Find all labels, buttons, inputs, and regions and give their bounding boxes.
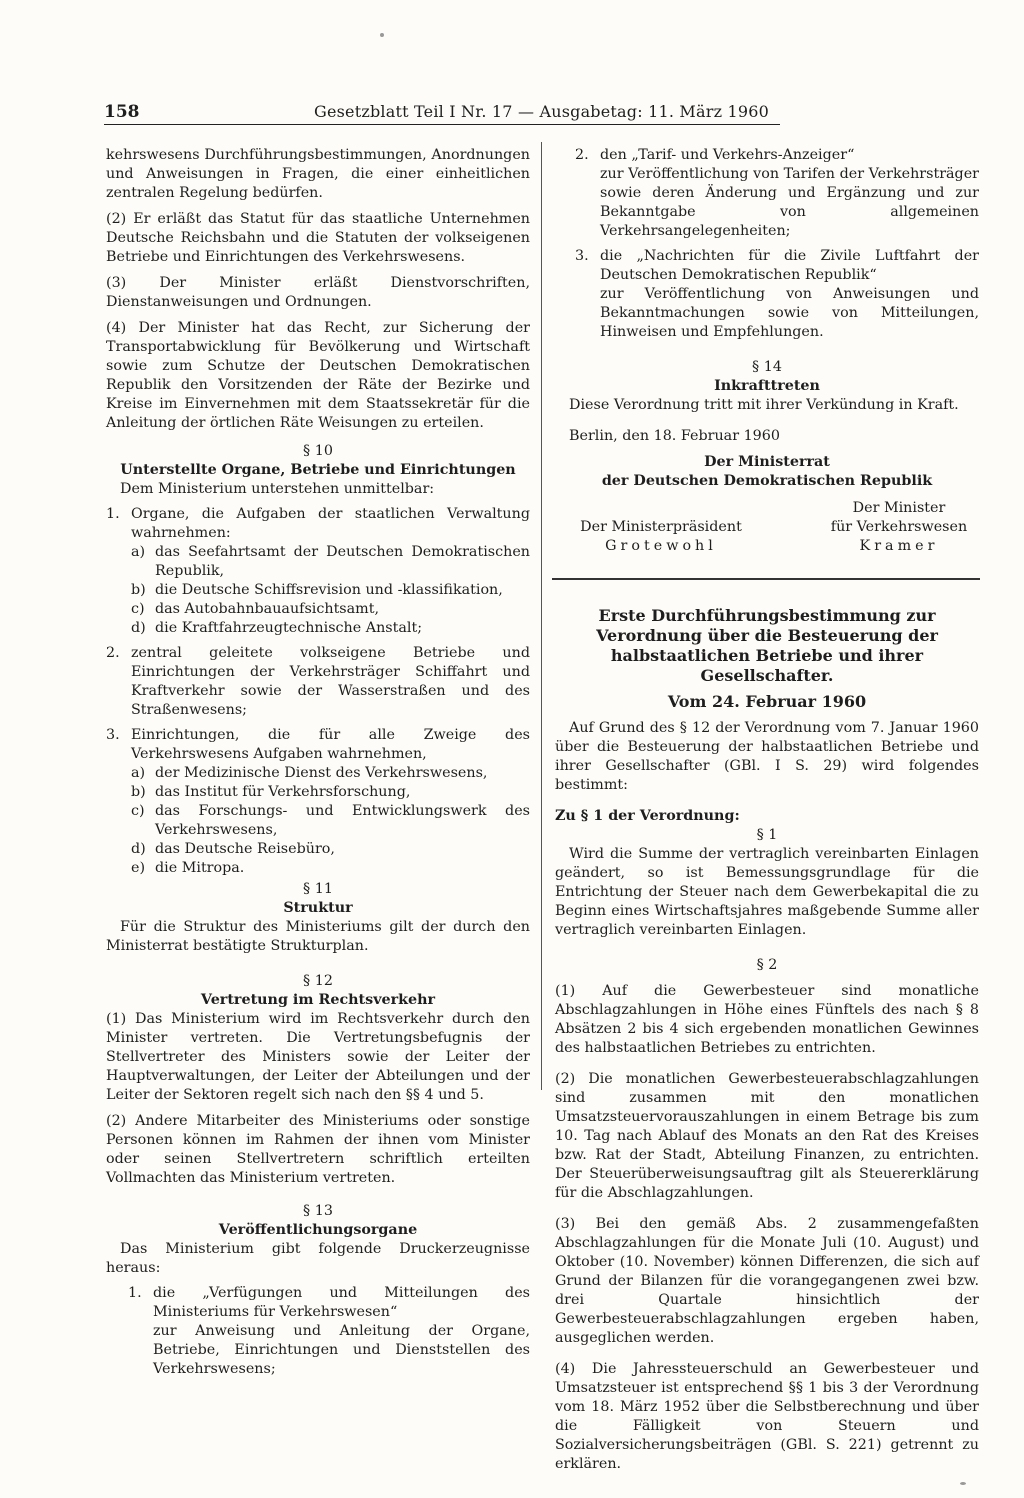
signer-left-role: Der Ministerpräsident	[580, 519, 742, 535]
section-12-paragraph-2: (2) Andere Mitarbeiter des Ministeriums oder sonstige Personen können im Rahmen der ihnen vom Minister oder seinen Stellvertretern schriftlich erteilten Vollmachten das Ministerium vertreten.	[106, 1113, 530, 1186]
list-text: den „Tarif- und Verkehrs-Anzeiger“	[600, 147, 855, 163]
sub-item-text: das Forschungs- und Entwicklungswerk des Verkehrswesens,	[155, 803, 530, 838]
page-number: 158	[104, 102, 140, 122]
regulation-date: Vom 24. Februar 1960	[667, 692, 867, 711]
print-speck	[960, 1482, 966, 1485]
section-12-paragraph-1: (1) Das Ministerium wird im Rechtsverkehr durch den Minister vertreten. Die Vertretungsbefugnis der Stellvertreter des Ministers sowie der Leiter der Hauptverwaltungen, der Leiter der Abteilungen und der Leiter der Sektoren regelt sich nach den §§ 4 und 5.	[106, 1011, 530, 1103]
signer-right-name: Kramer	[859, 538, 939, 554]
sub-item: b) die Deutsche Schiffsrevision und -klassifikation,	[131, 581, 530, 600]
list-text: Einrichtungen, die für alle Zweige des Verkehrswesens Aufgaben wahrnehmen,	[131, 727, 530, 762]
section-14-number: § 14	[752, 359, 782, 375]
list-description: zur Anweisung und Anleitung der Organe, Betriebe, Einrichtungen und Dienststellen des Verkehrswesens;	[153, 1323, 530, 1377]
list-item	[106, 1284, 530, 1379]
sub-item: e) die Mitropa.	[131, 859, 530, 878]
sub-item-text: der Medizinische Dienst des Verkehrswesens,	[155, 765, 488, 781]
paragraph-2: (2) Er erläßt das Statut für das staatliche Unternehmen Deutsche Reichsbahn und die Statuten der volkseigenen Betriebe und Einrichtungen des Verkehrswesens.	[106, 211, 530, 265]
sub-item-text: das Seefahrtsamt der Deutschen Demokratischen Republik,	[155, 544, 530, 579]
impl-section-2-number: § 2	[756, 957, 778, 973]
impl-section-2-paragraph-4: (4) Die Jahressteuerschuld an Gewerbesteuer und Umsatzsteuer ist entsprechend §§ 1 bis 3 der Verordnung vom 18. März 1952 über die Selbstberechnung und über die Fälligkeit von Steuern und Sozialversicherungsbeiträgen (GBl. S. 221) getrennt zu erklären.	[555, 1361, 979, 1472]
section-12-title: Vertretung im Rechtsverkehr	[200, 992, 436, 1008]
sub-item-text: die Deutsche Schiffsrevision und -klassifikation,	[155, 582, 503, 598]
signer-right-role-1: Der Minister	[852, 500, 946, 516]
header-title: Gesetzblatt Teil I Nr. 17 — Ausgabetag: 11. März 1960	[314, 102, 770, 121]
list-number: 1.	[128, 1285, 142, 1301]
sub-item: b) das Institut für Verkehrsforschung,	[131, 783, 530, 802]
sub-item-text: das Autobahnbauaufsichtsamt,	[155, 601, 380, 617]
section-10-intro: Dem Ministerium unterstehen unmittelbar:	[120, 481, 435, 497]
list-item	[555, 146, 979, 241]
list-description: zur Veröffentlichung von Tarifen der Verkehrsträger sowie deren Änderung und Ergänzung und zur Bekanntgabe von allgemeinen Verkehrsangelegenheiten;	[600, 166, 979, 239]
regulation-intro: Auf Grund des § 12 der Verordnung vom 7. Januar 1960 über die Besteuerung der halbstaatlichen Betriebe und ihrer Gesellschafter (GBl. I S. 29) wird folgendes bestimmt:	[555, 720, 979, 793]
list-number: 3.	[575, 248, 589, 264]
council-line-1: Der Ministerrat	[704, 454, 830, 470]
place-date: Berlin, den 18. Februar 1960	[569, 428, 780, 444]
list-text: zentral geleitete volkseigene Betriebe und Einrichtungen der Verkehrsträger Schiffahrt und Kraftverkehr sowie der Wasserstraßen und des Straßenwesens;	[131, 645, 530, 718]
list-number: 1.	[106, 506, 120, 522]
section-10-number: § 10	[303, 443, 333, 459]
section-12-number: § 12	[303, 973, 333, 989]
list-item	[555, 247, 979, 342]
paragraph-continued: kehrswesens Durchführungsbestimmungen, Anordnungen und Anweisungen in Fragen, die einer einheitlichen zentralen Regelung bedürfen.	[106, 147, 530, 201]
list-item	[106, 505, 530, 638]
section-separator	[552, 578, 980, 580]
list-item	[106, 726, 530, 878]
list-description: zur Veröffentlichung von Anweisungen und Bekanntmachungen sowie von Mitteilungen, Hinweisen und Empfehlungen.	[600, 286, 979, 340]
sub-item-text: die Mitropa.	[155, 860, 245, 876]
sub-item: a) das Seefahrtsamt der Deutschen Demokratischen Republik,	[131, 544, 530, 579]
council-line-2: der Deutschen Demokratischen Republik	[601, 473, 933, 489]
sub-item: a) der Medizinische Dienst des Verkehrswesens,	[131, 764, 530, 783]
list-number: 2.	[106, 645, 120, 661]
impl-section-2-paragraph-2: (2) Die monatlichen Gewerbesteuerabschlagzahlungen sind zusammen mit den monatlichen Umsatzsteuervorauszahlungen in einem Betrage bis zum 10. Tag nach Ablauf des Monats an den Rat des Kreises bzw. Rat der Stadt, Abteilung Finanzen, zu entrichten. Der Steuerüberweisungsauftrag gilt als Steuererklärung für die Abschlagzahlungen.	[555, 1071, 979, 1201]
paragraph-4: (4) Der Minister hat das Recht, zur Sicherung der Transportabwicklung für Bevölkerung und Wirtschaft sowie zum Schutze der Deutschen Demokratischen Republik den Vorsitzenden der Räte der Bezirke und Kreise im Einvernehmen mit dem Staatssekretär für die Anleitung der örtlichen Räte Weisungen zu erteilen.	[106, 320, 530, 431]
column-divider	[541, 142, 542, 1090]
section-13-number: § 13	[303, 1203, 333, 1219]
regulation-title: Erste Durchführungsbestimmung zur Verordnung über die Besteuerung der halbstaatlichen Betriebe und ihrer Gesellschafter.	[596, 606, 938, 685]
section-11-text: Für die Struktur des Ministeriums gilt der durch den Ministerrat bestätigte Strukturplan.	[106, 919, 530, 954]
right-column	[555, 146, 979, 1474]
sub-item: d) die Kraftfahrzeugtechnische Anstalt;	[131, 619, 530, 638]
impl-section-1-text: Wird die Summe der vertraglich vereinbarten Einlagen geändert, so ist Bemessungsgrundlage für die Entrichtung der Steuer nach dem Gewerbekapital die zu Beginn eines Wirtschaftsjahres maßgebende Summe aller vertraglich vereinbarten Einlagen.	[555, 846, 979, 938]
list-number: 2.	[575, 147, 589, 163]
sub-item-text: das Institut für Verkehrsforschung,	[155, 784, 411, 800]
left-column	[106, 146, 530, 1379]
section-13-title: Veröffentlichungsorgane	[218, 1222, 418, 1238]
list-number: 3.	[106, 727, 120, 743]
impl-section-2-paragraph-3: (3) Bei den gemäß Abs. 2 zusammengefaßten Abschlagzahlungen für die Monate Juli (10. August) und Oktober (10. November) können Differenzen, die sich auf Grund der Bilanzen für die vorangegangenen zwei bzw. drei Quartale hinsichtlich der Gewerbesteuerabschlagzahlungen ergeben haben, ausgeglichen werden.	[555, 1216, 979, 1346]
section-14-title: Inkrafttreten	[714, 378, 820, 394]
paragraph-3: (3) Der Minister erläßt Dienstvorschriften, Dienstanweisungen und Ordnungen.	[106, 275, 530, 310]
print-speck	[380, 33, 384, 37]
impl-section-1-number: § 1	[756, 827, 778, 843]
sub-item-text: das Deutsche Reisebüro,	[155, 841, 335, 857]
sub-item: c) das Autobahnbauaufsichtsamt,	[131, 600, 530, 619]
zu-section-heading: Zu § 1 der Verordnung:	[555, 808, 740, 824]
list-text: Organe, die Aufgaben der staatlichen Verwaltung wahrnehmen:	[131, 506, 530, 541]
impl-section-2-paragraph-1: (1) Auf die Gewerbesteuer sind monatliche Abschlagzahlungen in Höhe eines Fünftels des nach § 8 Absätzen 2 bis 4 sich ergebenden monatlichen Gewinnes des halbstaatlichen Betriebes zu entrichten.	[555, 983, 979, 1056]
section-11-number: § 11	[303, 881, 333, 897]
sub-item: c) das Forschungs- und Entwicklungswerk des Verkehrswesens,	[131, 803, 530, 838]
sub-item: d) das Deutsche Reisebüro,	[131, 840, 530, 859]
list-text: die „Verfügungen und Mitteilungen des Ministeriums für Verkehrswesen“	[153, 1285, 530, 1320]
section-10-title: Unterstellte Organe, Betriebe und Einrichtungen	[120, 462, 516, 478]
signer-right-role-2: für Verkehrswesen	[830, 519, 968, 535]
sub-item-text: die Kraftfahrzeugtechnische Anstalt;	[155, 620, 423, 636]
list-item	[106, 644, 530, 720]
signature-block	[555, 499, 979, 556]
list-text: die „Nachrichten für die Zivile Luftfahrt der Deutschen Demokratischen Republik“	[600, 248, 979, 283]
section-11-title: Struktur	[283, 900, 353, 916]
page-header	[104, 102, 780, 125]
signer-left-name: Grotewohl	[605, 538, 717, 554]
section-13-intro: Das Ministerium gibt folgende Druckerzeugnisse heraus:	[106, 1241, 530, 1276]
section-14-text: Diese Verordnung tritt mit ihrer Verkündung in Kraft.	[569, 397, 959, 413]
